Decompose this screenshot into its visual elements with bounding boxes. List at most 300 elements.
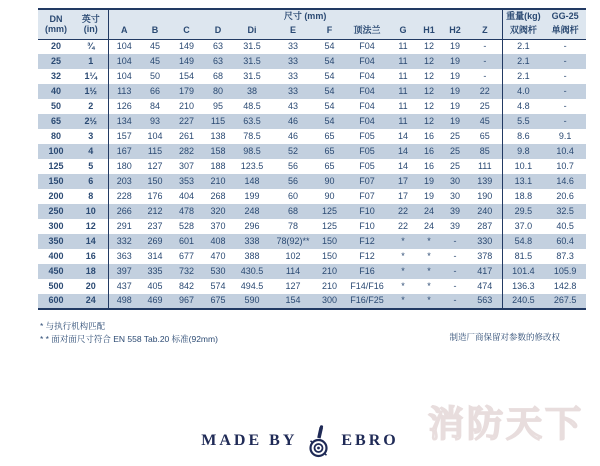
cell-weight-double-stem: 136.3	[512, 280, 535, 291]
cell-dn: 80	[50, 130, 61, 141]
cell-A: 104	[108, 54, 140, 69]
cell-D: 68	[212, 70, 223, 81]
cell-H1: *	[416, 264, 442, 279]
cell-E: 46	[287, 130, 298, 141]
cell-Di: 590	[233, 294, 271, 309]
cell-C: 227	[170, 114, 203, 129]
cell-dn: 200	[48, 190, 64, 201]
cell-weight-double-stem: 2.1	[502, 54, 544, 69]
cell-F: 125	[321, 220, 338, 231]
cell-A: 291	[116, 220, 132, 231]
cell-A: 157	[116, 130, 132, 141]
cell-F: 54	[315, 54, 344, 69]
cell-C: 677	[178, 250, 195, 261]
cell-C: 842	[178, 280, 195, 291]
cell-inch: 12	[74, 219, 108, 234]
cell-Di: 199	[244, 190, 260, 201]
cell-F: 300	[315, 294, 344, 309]
cell-inch: 1	[74, 54, 108, 69]
cell-weight-single-stem: -	[544, 84, 586, 99]
table-row	[38, 99, 586, 114]
cell-Di: 248	[233, 204, 271, 219]
cell-inch: 14	[74, 234, 108, 249]
cell-A: 167	[108, 144, 140, 159]
cell-B: 93	[140, 114, 170, 129]
cell-weight-single-stem: 40.5	[556, 220, 574, 231]
cell-E: 127	[285, 280, 301, 291]
cell-D: 574	[210, 280, 226, 291]
cell-E: 68	[271, 204, 315, 219]
table-row	[38, 144, 586, 159]
cell-dn: 150	[38, 174, 74, 189]
cell-G: *	[401, 250, 405, 261]
table-body	[38, 39, 586, 309]
footnotes	[40, 320, 218, 346]
cell-G: *	[390, 264, 416, 279]
cell-H1: 19	[416, 174, 442, 189]
cell-B: 104	[147, 130, 163, 141]
cell-H1: 12	[423, 100, 434, 111]
cell-B: 66	[140, 84, 170, 99]
cell-B: 45	[140, 54, 170, 69]
cell-Z: 417	[468, 264, 502, 279]
cell-Di: 148	[233, 174, 271, 189]
table-row	[38, 204, 586, 219]
cell-H2: 19	[442, 114, 468, 129]
cell-top-flange: F04	[359, 70, 375, 81]
cell-F: 65	[324, 130, 335, 141]
cell-E: 33	[287, 70, 298, 81]
cell-weight-single-stem: 10.7	[556, 160, 574, 171]
table-row	[38, 294, 586, 309]
cell-D: 63	[203, 54, 233, 69]
cell-C: 732	[170, 264, 203, 279]
cell-top-flange: F07	[344, 174, 390, 189]
cell-A: 203	[108, 174, 140, 189]
cell-D: 675	[203, 294, 233, 309]
cell-inch: 1½	[74, 84, 108, 99]
cell-D: 470	[210, 250, 226, 261]
cell-C: 967	[170, 294, 203, 309]
cell-weight-double-stem: 29.5	[502, 204, 544, 219]
cell-H1: *	[427, 250, 431, 261]
cell-C: 154	[178, 70, 195, 81]
cell-H1: *	[427, 280, 431, 291]
cell-Di: 48.5	[243, 100, 261, 111]
cell-Z: 139	[468, 174, 502, 189]
cell-D: 530	[203, 264, 233, 279]
cell-Z: 85	[468, 144, 502, 159]
valve-icon	[307, 424, 331, 458]
brand-logo	[0, 424, 600, 458]
cell-E: 33	[271, 84, 315, 99]
cell-H1: 12	[416, 84, 442, 99]
table-row	[38, 114, 586, 129]
cell-weight-single-stem: -	[544, 114, 586, 129]
cell-G: 22	[397, 220, 408, 231]
table-row	[38, 84, 586, 99]
cell-weight-single-stem: 32.5	[544, 204, 586, 219]
cell-A: 228	[116, 190, 132, 201]
cell-H1: 16	[416, 144, 442, 159]
cell-E: 60	[287, 190, 298, 201]
cell-C: 353	[170, 174, 203, 189]
cell-E: 33	[287, 40, 298, 51]
cell-dn: 100	[38, 144, 74, 159]
cell-F: 125	[315, 204, 344, 219]
cell-Di: 430.5	[233, 264, 271, 279]
cell-H2: 25	[449, 130, 460, 141]
cell-Z: 563	[468, 294, 502, 309]
cell-Z: 45	[468, 114, 502, 129]
cell-H1: 16	[423, 160, 434, 171]
cell-H2: 19	[442, 54, 468, 69]
cell-Z: 287	[468, 219, 502, 234]
cell-weight-double-stem: 13.1	[502, 174, 544, 189]
cell-C: 478	[170, 204, 203, 219]
column-header-f: F	[315, 24, 344, 39]
cell-A: 266	[108, 204, 140, 219]
made-by-label: MADE BY	[201, 432, 298, 449]
cell-C: 307	[178, 160, 195, 171]
watermark: 消防天下	[427, 403, 584, 444]
cell-top-flange: F05	[344, 144, 390, 159]
cell-weight-single-stem: 10.4	[544, 144, 586, 159]
cell-E: 78	[287, 220, 298, 231]
cell-dn: 250	[38, 204, 74, 219]
cell-G: 14	[397, 160, 408, 171]
cell-inch: 20	[74, 279, 108, 294]
cell-inch: 10	[74, 204, 108, 219]
cell-D: 138	[210, 130, 226, 141]
cell-H2: 39	[442, 204, 468, 219]
cell-Z: 65	[468, 129, 502, 144]
cell-inch: 24	[74, 294, 108, 309]
table-row	[38, 279, 586, 294]
cell-weight-double-stem: 4.8	[517, 100, 530, 111]
cell-E: 56	[287, 160, 298, 171]
cell-dn: 125	[48, 160, 64, 171]
cell-top-flange: F10	[344, 204, 390, 219]
cell-G: *	[390, 294, 416, 309]
cell-dn: 32	[50, 70, 61, 81]
cell-Z: 22	[468, 84, 502, 99]
cell-top-flange: F12	[344, 234, 390, 249]
cell-Z: 25	[468, 99, 502, 114]
cell-H2: 19	[449, 40, 460, 51]
cell-A: 437	[116, 280, 132, 291]
cell-A: 332	[108, 234, 140, 249]
cell-top-flange: F04	[344, 114, 390, 129]
cell-Di: 31.5	[233, 54, 271, 69]
column-header-z: Z	[468, 24, 502, 39]
column-header-b: B	[140, 24, 170, 39]
cell-inch: 6	[74, 174, 108, 189]
cell-Z: -	[468, 54, 502, 69]
cell-weight-single-stem: 87.3	[556, 250, 574, 261]
cell-weight-single-stem: 9.1	[558, 130, 572, 141]
cell-G: *	[401, 280, 405, 291]
cell-H1: 16	[423, 130, 434, 141]
cell-G: 11	[390, 84, 416, 99]
cell-weight-single-stem: -	[544, 54, 586, 69]
cell-weight-single-stem: 142.8	[553, 280, 577, 291]
cell-C: 179	[170, 84, 203, 99]
cell-weight-double-stem: 4.0	[502, 84, 544, 99]
cell-top-flange: F05	[359, 160, 375, 171]
cell-H2: 19	[449, 70, 460, 81]
cell-B: 127	[147, 160, 163, 171]
cell-C: 528	[178, 220, 195, 231]
cell-H2: 19	[442, 84, 468, 99]
cell-E: 78(92)**	[271, 234, 315, 249]
cell-C: 149	[178, 40, 195, 51]
cell-top-flange: F16/F25	[344, 294, 390, 309]
cell-weight-double-stem: 9.8	[502, 144, 544, 159]
table-row	[38, 219, 586, 234]
cell-B: 84	[149, 100, 160, 111]
cell-H2: 30	[449, 190, 460, 201]
cell-top-flange: F04	[359, 100, 375, 111]
cell-weight-double-stem: 10.1	[514, 160, 533, 171]
cell-H1: *	[416, 234, 442, 249]
cell-dn: 20	[50, 40, 61, 51]
cell-dn: 40	[38, 84, 74, 99]
cell-weight-single-stem: 105.9	[544, 264, 586, 279]
cell-B: 45	[149, 40, 160, 51]
cell-C: 404	[178, 190, 195, 201]
cell-Di: 296	[244, 220, 260, 231]
cell-weight-double-stem: 2.1	[517, 40, 530, 51]
cell-dn: 450	[38, 264, 74, 279]
cell-dn: 500	[48, 280, 64, 291]
cell-weight-double-stem: 54.8	[502, 234, 544, 249]
cell-A: 180	[116, 160, 132, 171]
cell-weight-single-stem: -	[563, 40, 567, 51]
column-header-dn: DN (mm)	[38, 9, 74, 39]
cell-H2: -	[442, 294, 468, 309]
cell-D: 408	[203, 234, 233, 249]
cell-weight-double-stem: 18.8	[514, 190, 533, 201]
group-header-dimensions: 尺寸 (mm)	[108, 9, 502, 24]
cell-weight-single-stem: 267.5	[544, 294, 586, 309]
group-header-weight: 重量(kg)	[502, 9, 544, 24]
cell-F: 54	[315, 114, 344, 129]
table-row	[38, 129, 586, 144]
cell-B: 314	[147, 250, 163, 261]
column-header-c: C	[170, 24, 203, 39]
cell-F: 210	[315, 264, 344, 279]
column-header-weight-double-stem: 双阀杆	[502, 24, 544, 39]
cell-weight-single-stem: 60.4	[544, 234, 586, 249]
cell-G: 11	[398, 40, 408, 51]
cell-Z: -	[468, 69, 502, 84]
cell-A: 363	[116, 250, 132, 261]
cell-H2: 25	[449, 160, 460, 171]
cell-B: 269	[140, 234, 170, 249]
cell-Di: 78.5	[243, 130, 261, 141]
cell-F: 90	[315, 174, 344, 189]
cell-top-flange: F16	[344, 264, 390, 279]
footnote-face-to-face: * * 面对面尺寸符合 EN 558 Tab.20 标准(92mm)	[40, 334, 218, 345]
cell-H1: 12	[416, 54, 442, 69]
cell-D: 188	[210, 160, 226, 171]
cell-inch: ¾	[74, 39, 108, 54]
cell-A: 104	[116, 40, 132, 51]
cell-B: 469	[140, 294, 170, 309]
cell-inch: 3	[74, 129, 108, 144]
cell-D: 63	[212, 40, 223, 51]
cell-H1: 24	[416, 204, 442, 219]
table-header	[38, 9, 586, 39]
cell-H1: 19	[423, 190, 434, 201]
table-row	[38, 159, 586, 174]
cell-Z: 190	[468, 189, 502, 204]
cell-top-flange: F14/F16	[350, 280, 384, 291]
cell-weight-single-stem: -	[563, 100, 567, 111]
cell-H1: 12	[416, 114, 442, 129]
cell-H2: -	[442, 264, 468, 279]
cell-weight-single-stem: -	[563, 70, 567, 81]
cell-inch: 1¼	[74, 69, 108, 84]
cell-Di: 38	[233, 84, 271, 99]
cell-A: 397	[108, 264, 140, 279]
cell-E: 56	[271, 174, 315, 189]
cell-inch: 18	[74, 264, 108, 279]
group-header-material: GG-25	[544, 9, 586, 24]
cell-H1: *	[416, 294, 442, 309]
cell-weight-single-stem: 14.6	[544, 174, 586, 189]
cell-inch: 8	[74, 189, 108, 204]
cell-dn: 350	[38, 234, 74, 249]
cell-B: 335	[140, 264, 170, 279]
cell-Z: 111	[468, 159, 502, 174]
column-header-h2: H2	[442, 24, 468, 39]
cell-Di: 98.5	[233, 144, 271, 159]
cell-C: 282	[170, 144, 203, 159]
cell-B: 115	[140, 144, 170, 159]
cell-weight-double-stem: 101.4	[502, 264, 544, 279]
cell-G: 11	[390, 114, 416, 129]
cell-H1: 12	[423, 70, 434, 81]
cell-F: 65	[315, 144, 344, 159]
table-row	[38, 234, 586, 249]
cell-C: 210	[178, 100, 195, 111]
cell-F: 90	[324, 190, 335, 201]
cell-G: 14	[390, 144, 416, 159]
cell-D: 320	[203, 204, 233, 219]
cell-C: 601	[170, 234, 203, 249]
cell-G: 22	[390, 204, 416, 219]
cell-A: 126	[116, 100, 132, 111]
cell-top-flange: F10	[359, 220, 375, 231]
cell-G: 14	[397, 130, 408, 141]
cell-inch: 4	[74, 144, 108, 159]
column-header-h1: H1	[416, 24, 442, 39]
cell-B: 150	[140, 174, 170, 189]
table-row	[38, 189, 586, 204]
cell-Di: 388	[244, 250, 260, 261]
cell-Z: 474	[468, 279, 502, 294]
cell-Z: 378	[468, 249, 502, 264]
cell-dn: 300	[48, 220, 64, 231]
cell-C: 261	[178, 130, 195, 141]
cell-H2: 30	[442, 174, 468, 189]
cell-E: 43	[287, 100, 298, 111]
cell-E: 33	[271, 54, 315, 69]
cell-dn: 400	[48, 250, 64, 261]
column-header-weight-single-stem: 单阀杆	[544, 24, 586, 39]
cell-H2: 39	[449, 220, 460, 231]
cell-weight-double-stem: 37.0	[514, 220, 533, 231]
cell-dn: 600	[38, 294, 74, 309]
cell-F: 54	[324, 70, 335, 81]
column-header-a: A	[108, 24, 140, 39]
cell-dn: 50	[50, 100, 61, 111]
cell-weight-single-stem: 20.6	[556, 190, 574, 201]
cell-F: 54	[324, 100, 335, 111]
cell-weight-double-stem: 2.1	[517, 70, 530, 81]
cell-D: 268	[210, 190, 226, 201]
cell-G: 11	[398, 70, 408, 81]
dimensions-table	[38, 8, 586, 310]
cell-Di: 338	[233, 234, 271, 249]
cell-Di: 123.5	[240, 160, 264, 171]
cell-B: 405	[147, 280, 163, 291]
cell-E: 52	[271, 144, 315, 159]
cell-weight-double-stem: 8.6	[517, 130, 530, 141]
cell-A: 498	[108, 294, 140, 309]
cell-B: 212	[140, 204, 170, 219]
cell-G: *	[390, 234, 416, 249]
table-row	[38, 249, 586, 264]
cell-Z: -	[468, 39, 502, 54]
cell-E: 154	[271, 294, 315, 309]
cell-F: 65	[324, 160, 335, 171]
column-header-g: G	[390, 24, 416, 39]
cell-top-flange: F04	[344, 54, 390, 69]
cell-G: 17	[390, 174, 416, 189]
cell-top-flange: F04	[344, 84, 390, 99]
cell-H1: 24	[423, 220, 434, 231]
cell-B: 237	[147, 220, 163, 231]
cell-inch: 5	[74, 159, 108, 174]
cell-D: 80	[203, 84, 233, 99]
cell-Di: 31.5	[243, 40, 261, 51]
cell-B: 176	[147, 190, 163, 201]
cell-G: 11	[398, 100, 408, 111]
cell-E: 114	[271, 264, 315, 279]
table-row	[38, 39, 586, 54]
cell-inch: 16	[74, 249, 108, 264]
cell-inch: 2	[74, 99, 108, 114]
cell-H2: -	[453, 250, 457, 261]
cell-dn: 65	[38, 114, 74, 129]
cell-H2: 19	[449, 100, 460, 111]
cell-A: 104	[116, 70, 132, 81]
cell-Di: 63.5	[233, 114, 271, 129]
cell-Di: 494.5	[240, 280, 264, 291]
cell-A: 113	[108, 84, 140, 99]
cell-G: 17	[397, 190, 408, 201]
cell-D: 158	[203, 144, 233, 159]
cell-C: 149	[170, 54, 203, 69]
cell-F: 54	[315, 84, 344, 99]
column-header-inch: 英寸 (in)	[74, 9, 108, 39]
cell-D: 115	[203, 114, 233, 129]
cell-dn: 25	[38, 54, 74, 69]
cell-Z: 330	[468, 234, 502, 249]
